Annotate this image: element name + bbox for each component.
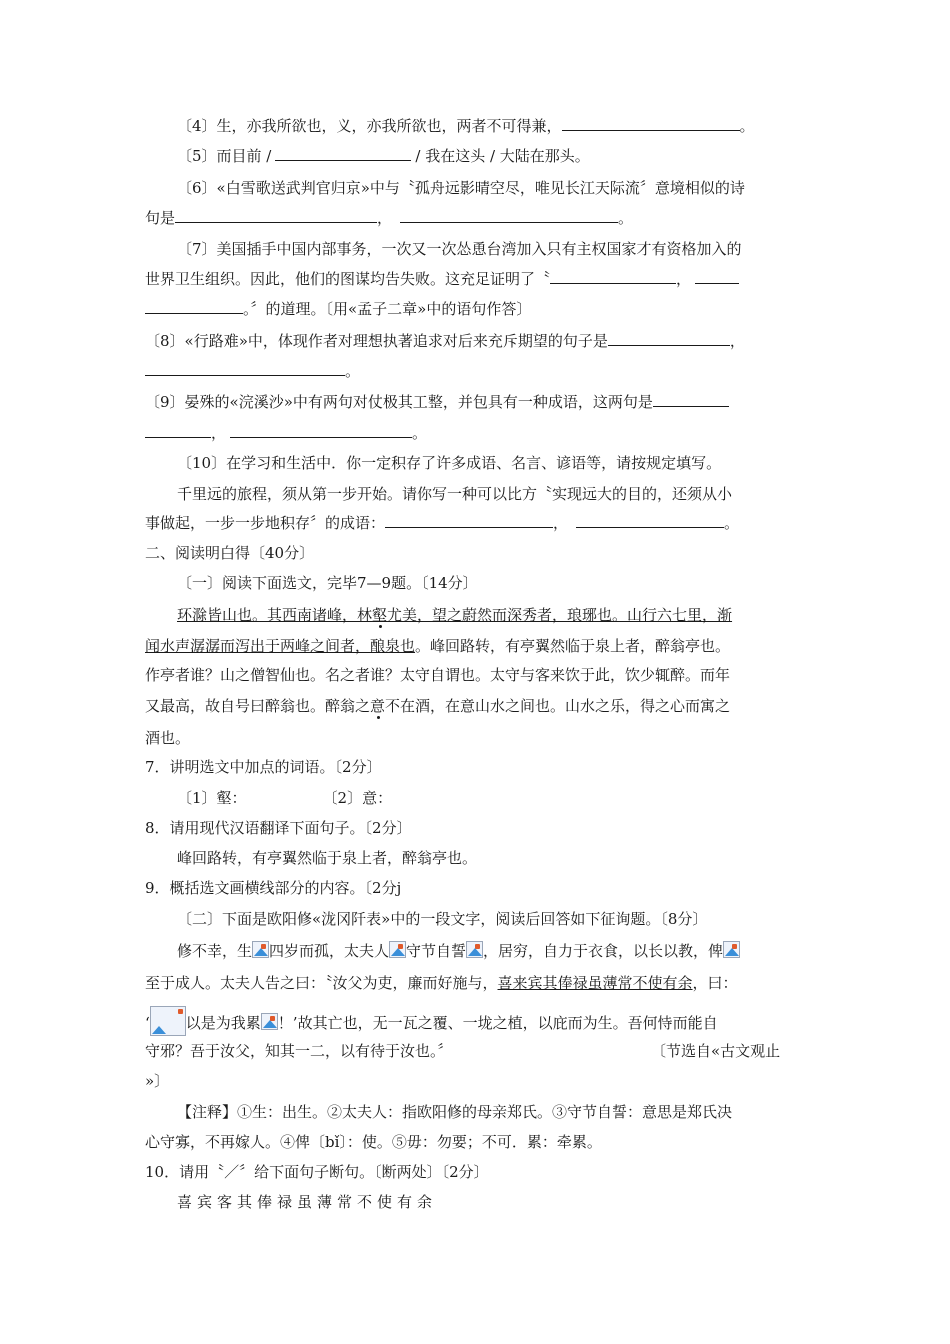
answer-blank[interactable] [145,423,211,438]
answer-blank[interactable] [608,331,730,346]
passage-2-line-1 [177,940,810,962]
question-10-line-2: 千里远的旅程，须从第一步开始。请你写一种可以比方〝实现远大的目的，还须从小 [177,485,733,503]
dotted-word: 壑 [372,606,388,624]
question-9-line-1 [145,391,810,413]
passage-text: 守节自誓 [406,942,467,960]
passage-text: ‘ [145,1014,150,1032]
underlined-text: 闻水声潺潺而泻出于两峰之间者，酿泉也 [145,637,416,655]
underlined-text: 环滁皆山也。其西南诸峰，林 [177,606,373,624]
passage-text: 不在酒，在意山水之间也。山水之乐，得之心而寓之 [385,697,731,715]
answer-blank[interactable] [145,361,345,376]
q7-text: 世界卫生组织。因此，他们的图谋均告失败。这充足证明了〝 [145,270,551,288]
question-7-line-2 [145,268,810,290]
passage-2-line-4 [145,1040,810,1062]
underlined-text: 喜来宾其俸禄虽薄常不使有余 [497,974,693,992]
source-note: 〔节选自«古文观止 [651,1042,781,1060]
q7-end: 。〞的道理。〔用«孟子二章»中的语句作答〕 [243,300,532,318]
answer-blank[interactable] [275,146,411,161]
q4-end: 。 [739,117,755,135]
q5-end: / 我在这头 / 大陆在那头。 [415,147,590,165]
answer-blank[interactable] [562,116,740,131]
passage-1-line-3: 作亭者谁？山之僧智仙也。名之者谁？太守自谓也。太守与客来饮于此，饮少辄醉。而年 [145,666,731,684]
q4-text: 〔4〕生，亦我所欲也，义，亦我所欲也，两者不可得兼， [177,117,562,135]
passage-1-line-2 [145,635,810,657]
answer-blank[interactable] [385,513,553,528]
passage-text: 以是为我累 [185,1014,261,1032]
broken-image-icon [389,941,406,958]
item-10-sentence: 喜宾客其俸禄虽薄常不使有余 [177,1193,438,1211]
answer-blank[interactable] [550,269,676,284]
question-9-line-2 [145,422,810,444]
passage-1-heading: 〔一〕阅读下面选文，完毕7—9题。〔14分〕 [177,574,478,592]
question-8-line-2 [145,360,810,382]
answer-blank[interactable] [576,513,724,528]
broken-image-icon [723,941,740,958]
q6-comma: ， [377,209,393,227]
q7-comma: ， [676,270,692,288]
broken-image-icon [466,941,483,958]
item-9: 9．概括选文画横线部分的内容。〔2分j [145,879,402,897]
passage-text: 。峰回路转，有亭翼然临于泉上者，醉翁亭也。 [415,637,731,655]
annotation-line-1: 【注释】①生：出生。②太夫人：指欧阳修的母亲郑氏。③守节自誓：意思是郑氏决 [177,1103,733,1121]
passage-1-line-1 [177,604,810,626]
item-7-subparts [177,787,810,809]
q5-text: 〔5〕而目前 / [177,147,272,165]
annotation-line-2: 心守寡，不再嫁人。④俾〔bǐ〕：使。⑤毋：勿要；不可．累：牵累。 [145,1133,602,1151]
passage-2-line-2 [145,972,810,994]
q6-end: 。 [618,209,634,227]
passage-text: ！’故其亡也，无一瓦之覆、一垅之植，以庇而为生。吾何恃而能自 [277,1014,718,1032]
answer-blank[interactable] [175,208,377,223]
question-5 [177,145,810,167]
q10-comma: ， [553,514,569,532]
passage-2-heading: 〔二〕下面是欧阳修«泷冈阡表»中的一段文字，阅读后回答如下征询题。〔8分〕 [177,910,708,928]
item-10: 10．请用〝／〞给下面句子断句。〔断两处〕〔2分〕 [145,1163,489,1181]
passage-2-line-5: »〕 [145,1072,170,1090]
broken-image-icon [261,1013,278,1030]
passage-text: 至于成人。太夫人告之曰：〝汝父为吏，廉而好施与， [145,974,498,992]
passage-text: 守邪？吾于汝父，知其一二，以有待于汝也。〞 [145,1042,453,1060]
item-7-sub-2: 〔2〕意： [322,789,393,807]
question-6-line-2 [145,207,810,229]
q10-end: 。 [724,514,740,532]
q6-text: 句是 [145,209,176,227]
passage-text: ，居穷，自力于衣食，以长以教，俾 [483,942,724,960]
passage-text: 又最高，故自号曰醉翁也。醉翁之 [145,697,371,715]
item-7: 7．讲明选文中加点的词语。〔2分〕 [145,758,382,776]
question-7-line-3 [145,298,810,320]
broken-image-icon [252,941,269,958]
passage-2-line-3 [145,1006,810,1032]
item-8: 8．请用现代汉语翻译下面句子。〔2分〕 [145,819,412,837]
item-7-sub-1: 〔1〕壑： [177,789,247,807]
q9-text: 〔9〕晏殊的«浣溪沙»中有两句对仗极其工整，并包具有一种成语，这两句是 [145,393,653,411]
q9-end: 。 [412,424,428,442]
question-8-line-1 [145,330,810,352]
answer-blank[interactable] [400,208,618,223]
question-4 [177,115,810,137]
answer-blank[interactable] [695,269,739,284]
question-7-line-1: 〔7〕美国插手中国内部事务，一次又一次怂恿台湾加入只有主权国家才有资格加入的 [177,240,742,258]
q8-comma: ， [729,332,745,350]
answer-blank[interactable] [653,392,729,407]
passage-1-line-4 [145,695,810,717]
question-10-line-3 [145,512,810,534]
underlined-text: 尤美，望之蔚然而深秀者，琅琊也。山行六七里，渐 [387,606,733,624]
question-10-line-1: 〔10〕在学习和生活中．你一定积存了许多成语、名言、谚语等，请按规定填写。 [177,454,722,472]
item-8-sentence: 峰回路转，有亭翼然临于泉上者，醉翁亭也。 [177,849,478,867]
section-2-heading: 二、阅读明白得〔40分〕 [145,544,315,562]
passage-text: 修不幸，生 [177,942,253,960]
passage-text: 四岁而孤，太夫人 [269,942,390,960]
dotted-word: 意 [370,697,386,715]
q10-text: 事做起，一步一步地积存〞的成语： [145,514,386,532]
question-6-line-1: 〔6〕«白雪歌送武判官归京»中与〝孤舟远影晴空尽，唯见长江天际流〞意境相似的诗 [177,179,745,197]
answer-blank[interactable] [230,423,412,438]
answer-blank[interactable] [145,299,243,314]
broken-image-icon [150,1006,186,1036]
passage-1-line-5: 酒也。 [145,729,191,747]
q9-comma: ， [211,424,227,442]
q8-end: 。 [345,362,361,380]
passage-text: ，曰： [692,974,738,992]
q8-text: 〔8〕«行路难»中，体现作者对理想执著追求对后来充斥期望的句子是 [145,332,608,350]
